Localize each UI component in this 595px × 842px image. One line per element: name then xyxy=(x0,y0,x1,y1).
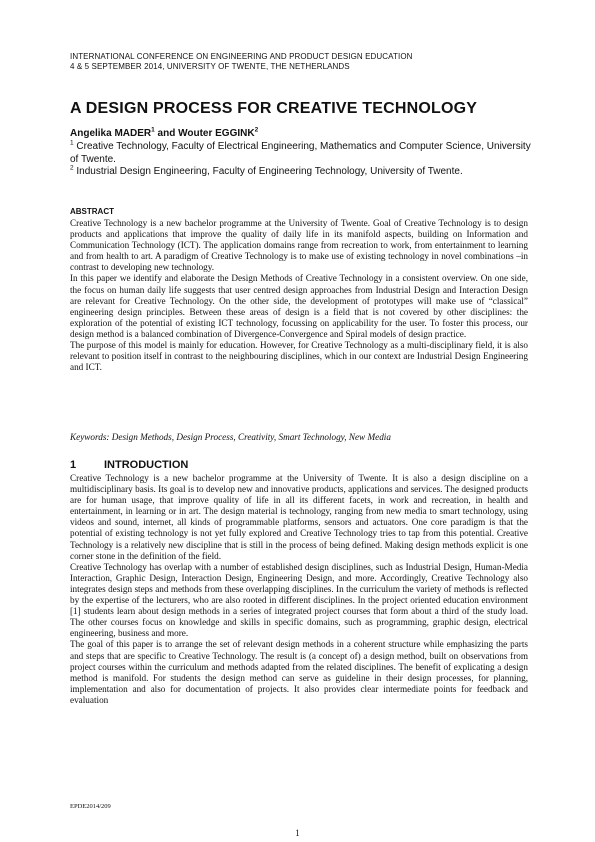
abstract-paragraph: Creative Technology is a new bachelor programme at the University of Twente. Goal of Creative Technology is to design products and applications that improve the quality of daily life in its manifold aspects, building on Information and Communication Technology (ICT). The application domains range from recreation to work, from entertainment to learning and from health to art. A paradigm of Creative Technology is to make use of existing technology in novel combinations –in contrast to developing new technology. xyxy=(70,218,528,273)
conference-line-1: INTERNATIONAL CONFERENCE ON ENGINEERING AND PRODUCT DESIGN EDUCATION xyxy=(70,52,413,61)
section-heading xyxy=(70,458,188,472)
affiliation-2 xyxy=(70,166,540,179)
abstract-body xyxy=(70,218,528,373)
introduction-body xyxy=(70,473,528,706)
affiliation-2-mark: 2 xyxy=(70,164,74,172)
abstract-paragraph: In this paper we identify and elaborate the Design Methods of Creative Technology in a consistent overview. On one side, the focus on human daily life suggests that user centred design approaches from Industrial Design and Interaction Design are relevant for Creative Technology. On the other side, the development of prototypes will make use of “classical” engineering design principles. Between these areas of design is a field that is not covered by other disciplines: the exploration of the potential of existing ICT technology, focussing on applicability for the user. To foster this process, our design method is a balanced combination of Divergence-Convergence and Spiral models of design practice. xyxy=(70,273,528,339)
affiliation-2-text: Industrial Design Engineering, Faculty of Engineering Technology, University of Twente. xyxy=(76,166,463,177)
affiliation-1-text: Creative Technology, Faculty of Electrical Engineering, Mathematics and Computer Science, University of Twente. xyxy=(70,141,531,165)
abstract-heading: ABSTRACT xyxy=(70,207,114,216)
author-joiner: and xyxy=(154,128,179,139)
conference-line-2: 4 & 5 SEPTEMBER 2014, UNIVERSITY OF TWENTE, THE NETHERLANDS xyxy=(70,62,350,71)
conference-header xyxy=(70,52,540,72)
paper-id: EPDE2014/209 xyxy=(70,803,111,810)
abstract-paragraph: The purpose of this model is mainly for education. However, for Creative Technology as a multi-disciplinary field, it is also relevant to position itself in contrast to the neighbouring disciplines, which in our context are Industrial Design Engineering and ICT. xyxy=(70,340,528,373)
affiliation-1-mark: 1 xyxy=(70,139,74,147)
author-2-name: Wouter EGGINK xyxy=(178,128,255,139)
page-number: 1 xyxy=(295,828,300,838)
author-line xyxy=(70,127,540,140)
keywords: Keywords: Design Methods, Design Process, Creativity, Smart Technology, New Media xyxy=(70,432,391,442)
author-2-affil-mark: 2 xyxy=(254,126,259,134)
author-1-affil-mark: 1 xyxy=(151,126,155,134)
intro-paragraph: Creative Technology is a new bachelor programme at the University of Twente. It is also a design discipline on a multidisciplinary basis. Its goal is to develop new and innovative products, applications and services. The designed products are for human usage, that improve quality of life in all its different facets, in work and recreation, in health and entertainment, in learning or in art. The design material is technology, ranging from new media to smart technology, using videos and sound, internet, all kinds of programmable platforms, sensors and actuators. One core paradigm is that the potential of existing technology is not yet fully explored and Creative Technology tries to tap from this potential. Creative Technology is a relatively new discipline that is still in the process of being defined. Making design methods explicit is one corner stone in the definition of the field. xyxy=(70,473,528,561)
intro-paragraph: Creative Technology has overlap with a number of established design disciplines, such as Industrial Design, Human-Media Interaction, Graphic Design, Interaction Design, Engineering Design, and more. Accordingly, Creative Technology also integrates design steps and methods from these overlapping disciplines. In the curriculum the variety of methods is reflected by the expertise of the lecturers, who are also rooted in different disciplines. In the project oriented education environment [1] students learn about design methods in a series of integrated project courses that form about a third of the study load. The other courses focus on knowledge and skills in specific domains, such as programming, graphic design, electrical engineering, business and more. xyxy=(70,561,528,639)
author-1-name: Angelika MADER xyxy=(70,128,152,139)
paper-title: A DESIGN PROCESS FOR CREATIVE TECHNOLOGY xyxy=(70,100,478,117)
affiliations xyxy=(70,141,540,179)
section-number: 1 xyxy=(70,459,77,471)
affiliation-1 xyxy=(70,141,540,166)
intro-paragraph: The goal of this paper is to arrange the set of relevant design methods in a coherent structure while emphasizing the parts and steps that are specific to Creative Technology. The result is (a concept of) a design method, built on observations from project courses within the curriculum and methods adapted from the related disciplines. The benefit of explicating a design method is manifold. For students the design method can serve as guideline in their design processes, for planning, implementation and also for documentation of projects. It also provides clear intermediate points for feedback and evaluation xyxy=(70,639,528,705)
section-title: INTRODUCTION xyxy=(104,459,189,471)
